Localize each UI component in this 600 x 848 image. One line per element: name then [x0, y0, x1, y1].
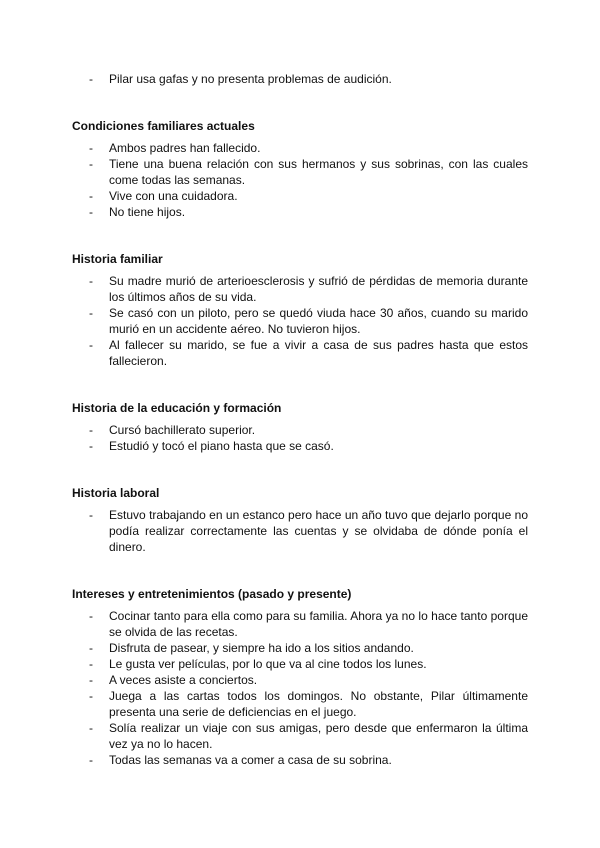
section-interests: [72, 586, 528, 768]
section-work-history: [72, 485, 528, 555]
bullet-list: [72, 71, 528, 87]
list-item: - No tiene hijos.: [72, 204, 528, 220]
list-item: - Estuvo trabajando en un estanco pero hace un año tuvo que dejarlo porque no podía realizar correctamente las cuentas y se olvidaba de dónde ponía el dinero.: [72, 507, 528, 555]
list-item: - Disfruta de pasear, y siempre ha ido a los sitios andando.: [72, 640, 528, 656]
list-item: - Cocinar tanto para ella como para su familia. Ahora ya no lo hace tanto porque se olvida de las recetas.: [72, 608, 528, 640]
section-continuation: [72, 71, 528, 87]
section-family-conditions: [72, 118, 528, 220]
list-item: - Cursó bachillerato superior.: [72, 422, 528, 438]
bullet-list: [72, 422, 528, 454]
list-item: - Tiene una buena relación con sus hermanos y sus sobrinas, con las cuales come todas las semanas.: [72, 156, 528, 188]
list-item: - A veces asiste a conciertos.: [72, 672, 528, 688]
bullet-list: [72, 140, 528, 220]
list-item: - Su madre murió de arterioesclerosis y sufrió de pérdidas de memoria durante los últimos años de su vida.: [72, 273, 528, 305]
list-item: - Pilar usa gafas y no presenta problemas de audición.: [72, 71, 528, 87]
list-item: - Juega a las cartas todos los domingos. No obstante, Pilar últimamente presenta una serie de deficiencias en el juego.: [72, 688, 528, 720]
list-item: - Estudió y tocó el piano hasta que se casó.: [72, 438, 528, 454]
section-heading: Historia de la educación y formación: [72, 401, 282, 415]
list-item: - Vive con una cuidadora.: [72, 188, 528, 204]
section-heading: Historia familiar: [72, 252, 163, 266]
bullet-list: [72, 507, 528, 555]
section-family-history: [72, 251, 528, 369]
section-education: [72, 400, 528, 454]
list-item: - Todas las semanas va a comer a casa de su sobrina.: [72, 752, 528, 768]
list-item: - Al fallecer su marido, se fue a vivir a casa de sus padres hasta que estos fallecieron.: [72, 337, 528, 369]
list-item: - Ambos padres han fallecido.: [72, 140, 528, 156]
list-item: - Le gusta ver películas, por lo que va al cine todos los lunes.: [72, 656, 528, 672]
bullet-list: [72, 273, 528, 369]
section-heading: Intereses y entretenimientos (pasado y presente): [72, 587, 352, 601]
list-item: - Solía realizar un viaje con sus amigas, pero desde que enfermaron la última vez ya no lo hacen.: [72, 720, 528, 752]
section-heading: Condiciones familiares actuales: [72, 119, 255, 133]
section-heading: Historia laboral: [72, 486, 160, 500]
list-item: - Se casó con un piloto, pero se quedó viuda hace 30 años, cuando su marido murió en un accidente aéreo. No tuvieron hijos.: [72, 305, 528, 337]
bullet-list: [72, 608, 528, 768]
